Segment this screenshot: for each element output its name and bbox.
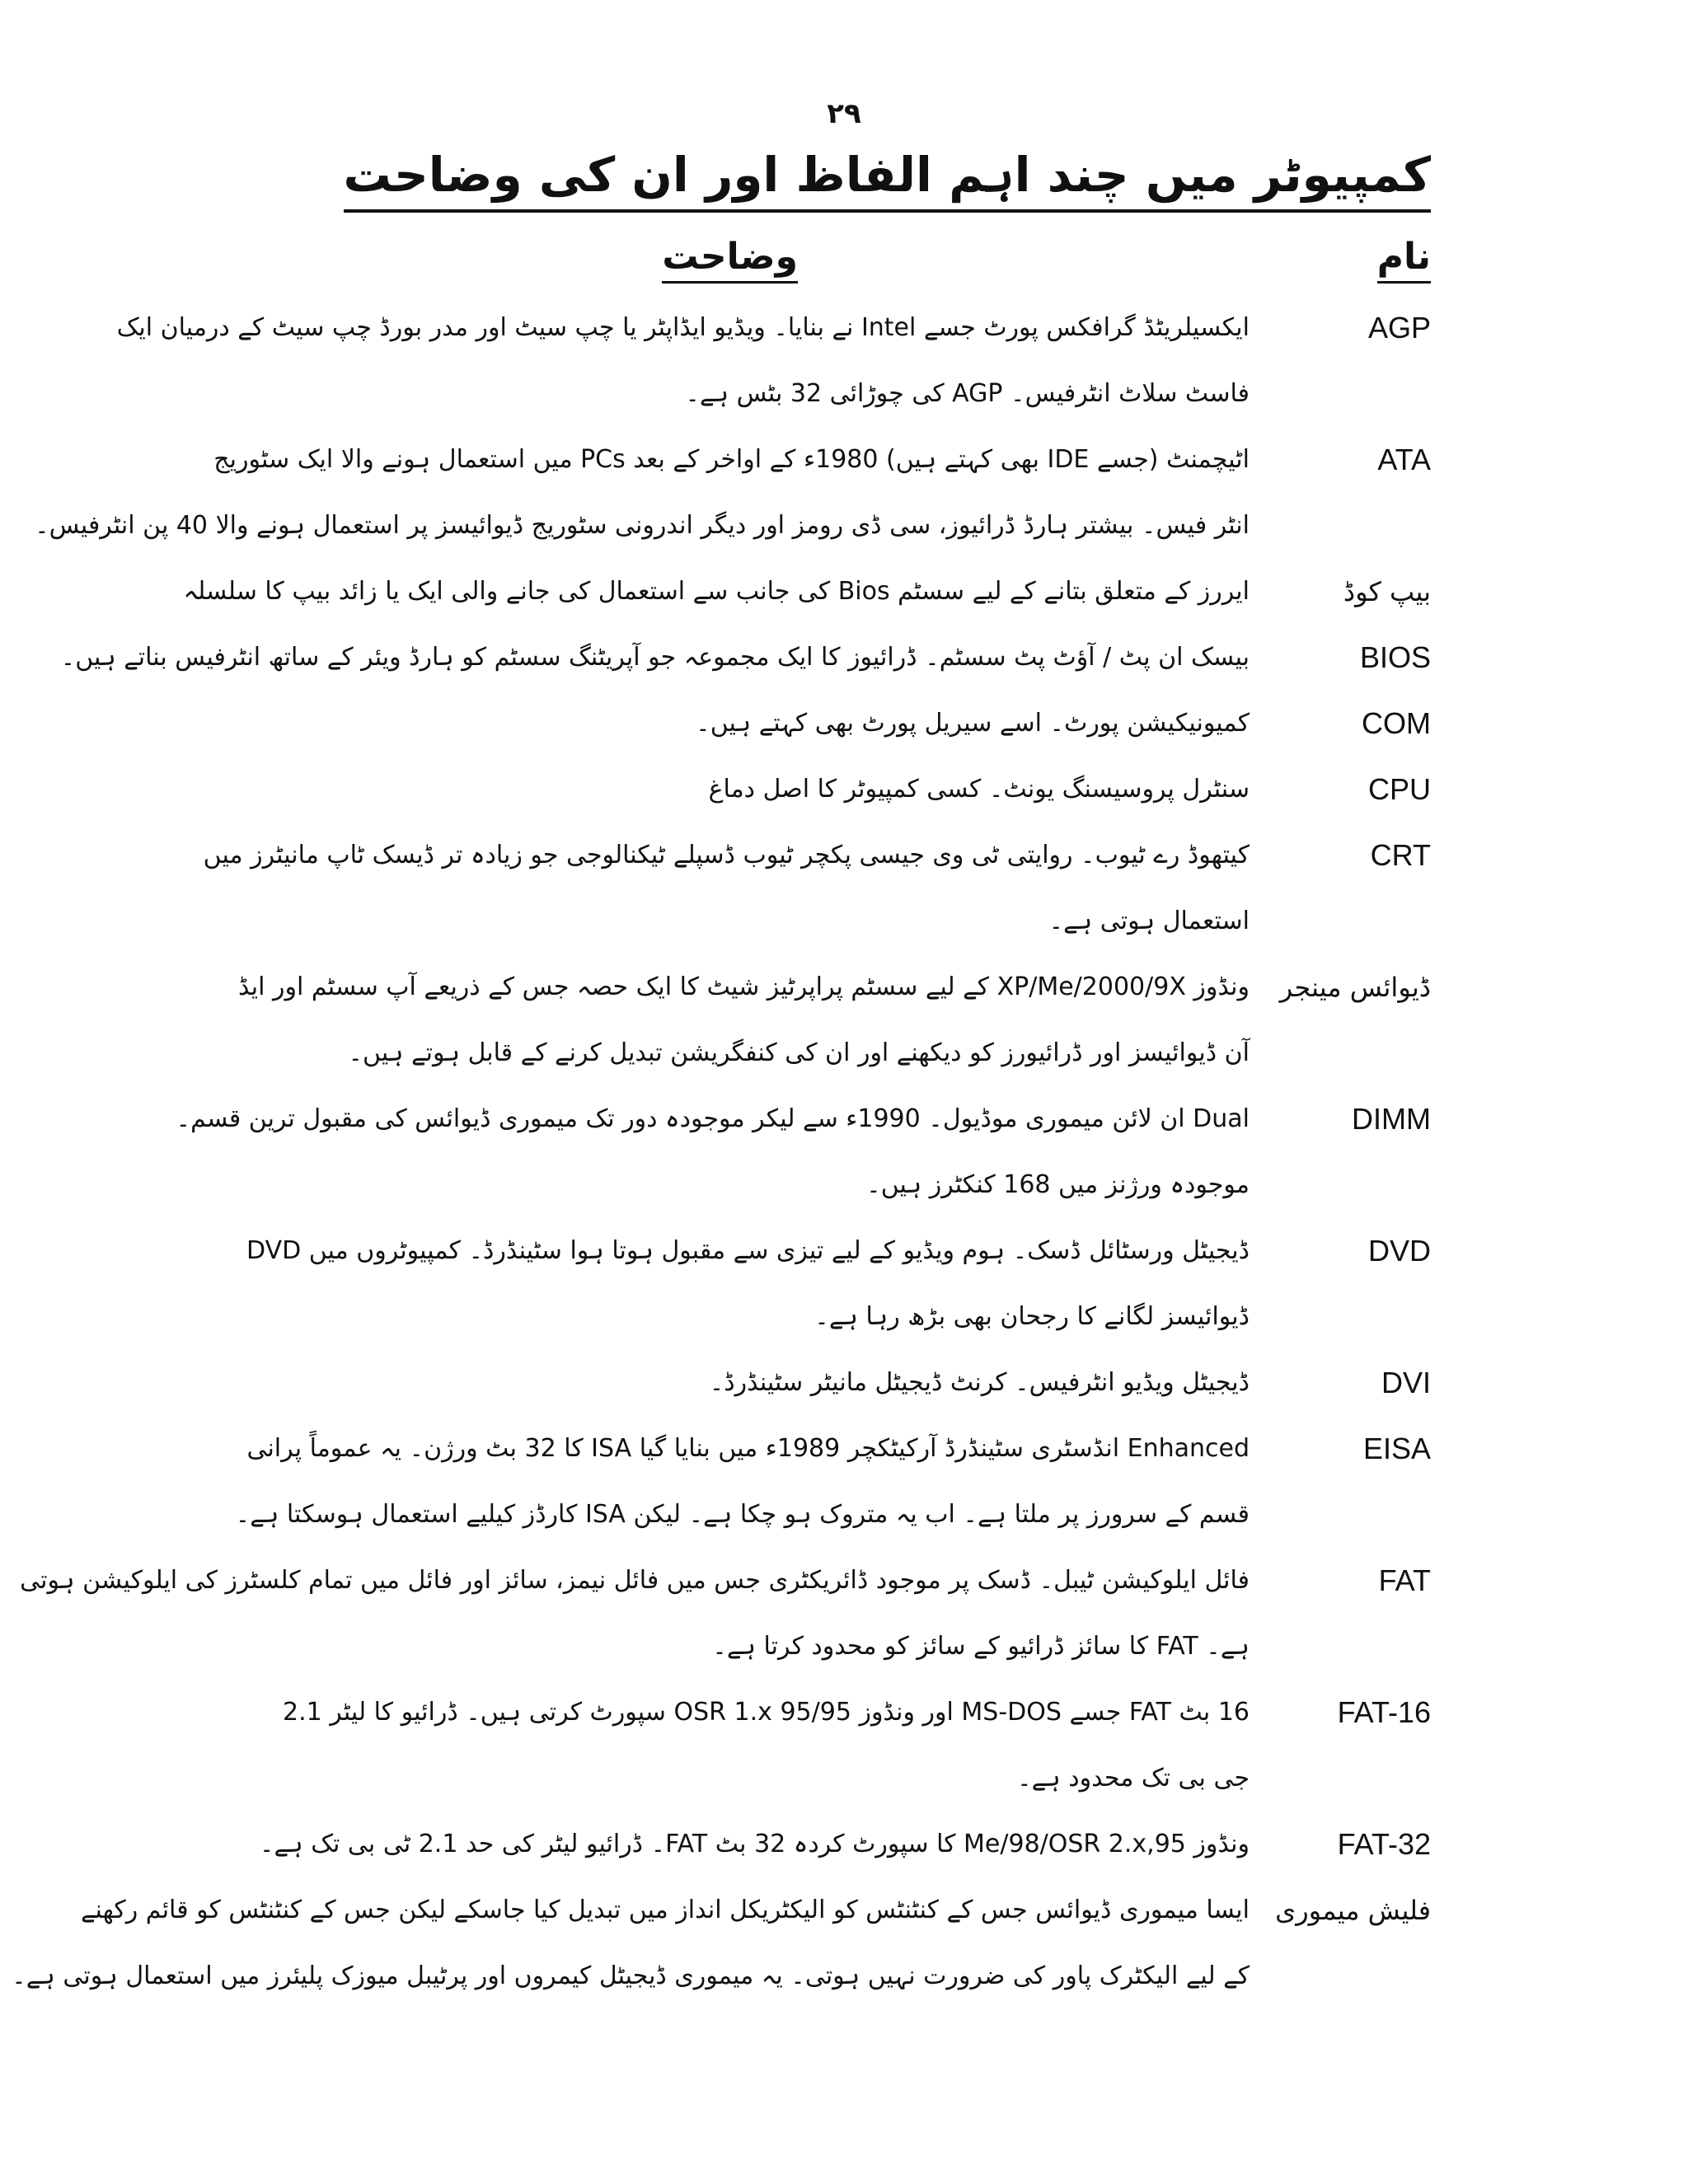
page-number: ۲۹	[827, 97, 861, 130]
glossary-term: DIMM	[1352, 1102, 1431, 1136]
description-line: ہے۔ FAT کا سائز ڈرائیو کے سائز کو محدود کرتا ہے۔	[712, 1632, 1250, 1661]
description-line: کے لیے الیکٹرک پاور کی ضرورت نہیں ہوتی۔ یہ میموری ڈیجیٹل کیمروں اور پرٹیبل میوزک پلیئرز میں استعمال ہوتی ہے۔	[12, 1961, 1250, 1990]
glossary-entry	[0, 1086, 1688, 1218]
glossary-term: DVI	[1381, 1366, 1431, 1399]
glossary-term: فلیش میموری	[1275, 1895, 1431, 1926]
glossary-term: ڈیوائس مینجر	[1279, 972, 1431, 1003]
glossary-description	[176, 1086, 1250, 1218]
glossary-entry	[0, 691, 1688, 757]
glossary-entry	[0, 757, 1688, 823]
glossary-description	[20, 1548, 1250, 1680]
description-line: قسم کے سرورز پر ملتا ہے۔ اب یہ متروک ہو چکا ہے۔ لیکن ISA کارڈز کیلیے استعمال ہوسکتا ہے۔	[235, 1500, 1250, 1529]
column-header-description: وضاحت	[662, 236, 798, 284]
description-line: کیتھوڈ رے ٹیوب۔ روایتی ٹی وی جیسی پکچر ٹیوب ڈسپلے ٹیکنالوجی جو زیادہ تر ڈیسک ٹاپ مانیٹرز میں	[203, 841, 1250, 869]
glossary-entry	[0, 559, 1688, 625]
description-line: اٹیچمنٹ (جسے IDE بھی کہتے ہیں) 1980ء کے اواخر کے بعد PCs میں استعمال ہونے والا ایک سٹوریج	[213, 445, 1250, 474]
glossary-entry	[0, 1218, 1688, 1350]
glossary-description	[12, 1877, 1250, 2009]
page-title: کمپیوٹر میں چند اہم الفاظ اور ان کی وضاحت	[344, 147, 1431, 213]
glossary-description	[214, 1350, 1250, 1416]
glossary-term: FAT-16	[1337, 1695, 1431, 1729]
description-line: ایسا میموری ڈیوائس جس کے کنٹنٹس کو الیکٹریکل انداز میں تبدیل کیا جاسکے لیکن جس کے کنٹنٹس کو قائم رکھنے	[80, 1896, 1250, 1924]
description-line: فاسٹ سلاٹ انٹرفیس۔ AGP کی چوڑائی 32 بٹس ہے۔	[685, 379, 1250, 408]
glossary-term: DVD	[1367, 1234, 1431, 1268]
description-line: موجودہ ورژنز میں 168 کنکٹرز ہیں۔	[866, 1170, 1250, 1199]
description-line: ڈیوائیسز لگانے کا رجحان بھی بڑھ رہا ہے۔	[814, 1302, 1250, 1331]
description-line: 16 بٹ FAT جسے MS-DOS اور ونڈوز 95/95 OSR 1.x سپورٹ کرتی ہیں۔ ڈرائیو کا لیٹر 2.1	[283, 1698, 1250, 1727]
description-line: ونڈوز Me/98/OSR 2.x,95 کا سپورٹ کردہ 32 بٹ FAT۔ ڈرائیو لیٹر کی حد 2.1 ٹی بی تک ہے۔	[259, 1830, 1250, 1858]
glossary-description	[214, 1416, 1250, 1548]
glossary-term: EISA	[1362, 1432, 1431, 1465]
glossary-entry	[0, 1350, 1688, 1416]
glossary-term: CPU	[1367, 772, 1431, 806]
glossary-entry	[0, 1548, 1688, 1680]
description-line: جی بی تک محدود ہے۔	[1016, 1764, 1250, 1793]
glossary-term: FAT-32	[1337, 1827, 1431, 1861]
description-line: Dual ان لائن میموری موڈیول۔ 1990ء سے لیکر موجودہ دور تک میموری ڈیوائس کی مقبول ترین قسم۔	[176, 1104, 1250, 1133]
description-line: ایررز کے متعلق بتانے کے لیے سسٹم Bios کی جانب سے استعمال کی جانے والی ایک یا زائد بیپ کا سلسلہ	[183, 577, 1250, 606]
glossary-term: FAT	[1378, 1563, 1431, 1597]
glossary-entry	[0, 954, 1688, 1086]
description-line: ونڈوز XP/Me/2000/9X کے لیے سسٹم پراپرٹیز شیٹ کا ایک حصہ جس کے ذریعے آپ سسٹم اور ایڈ	[238, 972, 1250, 1001]
glossary-description	[214, 691, 1250, 757]
glossary-term: ATA	[1377, 443, 1431, 476]
description-line: Enhanced انڈسٹری سٹینڈرڈ آرکیٹکچر 1989ء میں بنایا گیا ISA کا 32 بٹ ورژن۔ یہ عموماً پرانی	[246, 1434, 1250, 1463]
glossary-description	[214, 1680, 1250, 1811]
description-line: فائل ایلوکیشن ٹیبل۔ ڈسک پر موجود ڈائریکٹری جس میں فائل نیمز، سائز اور فائل میں تمام کلسٹرز کی ایلوکیشن ہوتی	[20, 1566, 1250, 1595]
glossary-term: AGP	[1367, 311, 1431, 344]
description-line: انٹر فیس۔ بیشتر ہارڈ ڈرائیوز، سی ڈی رومز اور دیگر اندرونی سٹوریج ڈیوائیسز پر استعمال ہونے والا 40 پن انٹرفیس۔	[35, 511, 1250, 540]
description-line: ایکسیلریٹڈ گرافکس پورٹ جسے Intel نے بنایا۔ ویڈیو ایڈاپٹر یا چپ سیٹ اور مدر بورڈ چپ سیٹ کے درمیان ایک	[116, 313, 1250, 342]
glossary-description	[116, 295, 1250, 427]
glossary-entry	[0, 625, 1688, 691]
glossary-term: COM	[1362, 706, 1431, 740]
glossary-entry	[0, 295, 1688, 427]
column-header-name: نام	[1377, 236, 1431, 284]
glossary-list	[0, 295, 1688, 2009]
description-line: کمیونیکیشن پورٹ۔ اسے سیریل پورٹ بھی کہتے ہیں۔	[696, 709, 1250, 738]
glossary-description	[214, 1811, 1250, 1877]
glossary-entry	[0, 823, 1688, 954]
glossary-description	[203, 823, 1250, 954]
glossary-description	[214, 1218, 1250, 1350]
description-line: بیسک ان پٹ / آؤٹ پٹ سسٹم۔ ڈرائیوز کا ایک مجموعہ جو آپریٹنگ سسٹم کو ہارڈ ویئر کے ساتھ انٹرفیس بناتے ہیں۔	[60, 643, 1250, 672]
glossary-term: CRT	[1370, 838, 1431, 872]
description-line: آن ڈیوائیسز اور ڈرائیورز کو دیکھنے اور ان کی کنفگریشن تبدیل کرنے کے قابل ہوتے ہیں۔	[348, 1038, 1250, 1067]
glossary-term: BIOS	[1359, 640, 1431, 674]
glossary-description	[35, 427, 1250, 559]
glossary-entry	[0, 1680, 1688, 1811]
glossary-description	[214, 954, 1250, 1086]
glossary-term: بیپ کوڈ	[1343, 576, 1431, 607]
description-line: ڈیجیٹل ویڈیو انٹرفیس۔ کرنٹ ڈیجیٹل مانیٹر سٹینڈرڈ۔	[709, 1368, 1250, 1397]
glossary-description	[214, 757, 1250, 823]
description-line: ڈیجیٹل ورسٹائل ڈسک۔ ہوم ویڈیو کے لیے تیزی سے مقبول ہوتا ہوا سٹینڈرڈ۔ کمپیوٹروں میں DVD	[246, 1236, 1250, 1265]
glossary-entry	[0, 1811, 1688, 1877]
glossary-entry	[0, 427, 1688, 559]
glossary-entry	[0, 1877, 1688, 2009]
description-line: استعمال ہوتی ہے۔	[1048, 907, 1250, 935]
glossary-description	[60, 625, 1250, 691]
glossary-entry	[0, 1416, 1688, 1548]
description-line: سنٹرل پروسیسنگ یونٹ۔ کسی کمپیوٹر کا اصل دماغ	[708, 775, 1250, 804]
glossary-description	[183, 559, 1250, 625]
